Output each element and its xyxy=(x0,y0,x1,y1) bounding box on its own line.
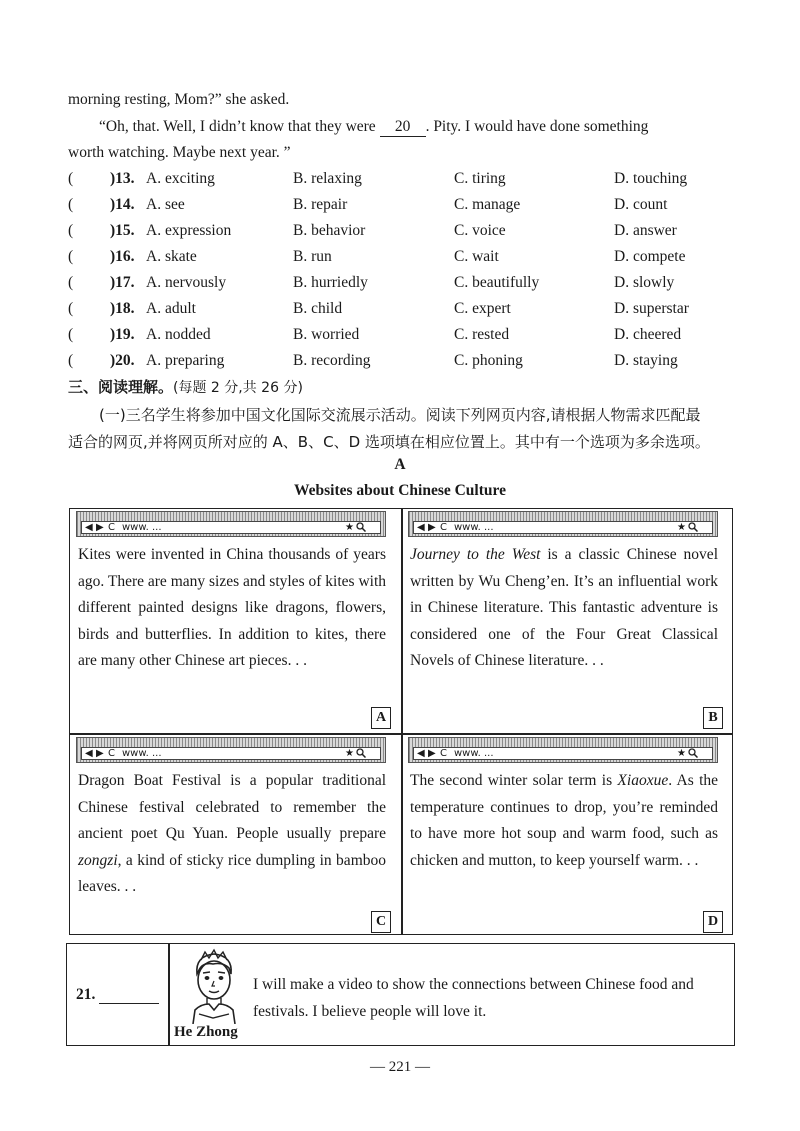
question-21-number: 21. xyxy=(76,986,96,1003)
back-arrow-icon: ◀ xyxy=(417,522,425,533)
question-number xyxy=(110,300,135,318)
star-icon: ★ xyxy=(345,522,354,533)
back-arrow-icon: ◀ xyxy=(417,748,425,759)
website-panel-c xyxy=(70,735,388,955)
question-21 xyxy=(76,986,159,1004)
question-number-text: )20. xyxy=(110,352,135,369)
question-number-text: )13. xyxy=(110,170,135,187)
option-a: A. expression xyxy=(146,222,232,239)
panel-d-body-1: The second winter solar term is xyxy=(410,772,618,789)
option-d: D. answer xyxy=(614,222,677,239)
option-c: C. manage xyxy=(454,196,521,213)
page-number: — 221 — xyxy=(370,1059,430,1075)
forward-arrow-icon: ▶ xyxy=(428,522,436,533)
option-d: D. superstar xyxy=(614,300,689,317)
passage-line-2 xyxy=(99,118,648,137)
forward-arrow-icon: ▶ xyxy=(96,522,104,533)
browser-toolbar xyxy=(76,511,386,537)
browser-address-bar xyxy=(413,747,713,760)
option-d: D. compete xyxy=(614,248,686,265)
student-name: He Zhong xyxy=(174,1024,238,1040)
search-icon xyxy=(356,748,366,761)
question-number xyxy=(110,274,135,292)
panel-b-text xyxy=(410,542,718,675)
answer-paren[interactable]: ( xyxy=(68,222,74,239)
question-number-text: )16. xyxy=(110,248,135,265)
question-row xyxy=(68,274,748,296)
section-3-heading xyxy=(68,376,303,397)
answer-paren[interactable]: ( xyxy=(68,170,74,187)
browser-url: www. ... xyxy=(122,522,162,533)
question-row xyxy=(68,352,748,374)
section-3-points: (每题 2 分,共 26 分) xyxy=(173,380,303,396)
reload-icon: C xyxy=(108,748,115,759)
option-c: C. phoning xyxy=(454,352,523,369)
panel-d-xiaoxue: Xiaoxue xyxy=(617,772,669,789)
student-need: I will make a video to show the connections between Chinese food and festivals. I believe people will love it. xyxy=(253,976,694,1020)
panel-d-text xyxy=(410,768,718,874)
question-row xyxy=(68,222,748,244)
option-c: C. rested xyxy=(454,326,510,343)
passage-line-2-pre: “Oh, that. Well, I didn’t know that they were xyxy=(99,118,376,135)
option-b: B. relaxing xyxy=(293,170,362,187)
panel-b-novel-title: Journey to the West xyxy=(410,546,541,563)
question-number-text: )19. xyxy=(110,326,135,343)
browser-address-bar xyxy=(81,747,381,760)
option-c: C. voice xyxy=(454,222,506,239)
option-b: B. child xyxy=(293,300,343,317)
option-d: D. count xyxy=(614,196,668,213)
question-number xyxy=(110,326,135,344)
passage-line-1: morning resting, Mom?” she asked. xyxy=(68,91,290,108)
option-a: A. nodded xyxy=(146,326,211,343)
question-number-text: )15. xyxy=(110,222,135,239)
option-a: A. see xyxy=(146,196,185,213)
answer-paren[interactable]: ( xyxy=(68,300,74,317)
answer-blank-21[interactable] xyxy=(99,989,159,1004)
browser-toolbar xyxy=(76,737,386,763)
panel-b-body: is a classic Chinese novel written by Wu Cheng’en. It’s an influential work in Chinese literature. This fantastic adventure is considered one of the Four Great Classical Novels of Chinese literature. . . xyxy=(410,546,718,669)
option-d: D. cheered xyxy=(614,326,682,343)
question-row xyxy=(68,196,748,218)
question-number xyxy=(110,196,135,214)
back-arrow-icon: ◀ xyxy=(85,522,93,533)
star-icon: ★ xyxy=(677,748,686,759)
panel-c-label: C xyxy=(371,911,391,933)
website-panel-d xyxy=(402,735,720,955)
websites-grid xyxy=(69,508,733,935)
table-divider xyxy=(168,944,170,1045)
website-panel-b xyxy=(402,509,720,729)
option-a: A. skate xyxy=(146,248,197,265)
panel-c-text xyxy=(78,768,386,901)
option-c: C. tiring xyxy=(454,170,506,187)
option-b: B. hurriedly xyxy=(293,274,368,291)
answer-paren[interactable]: ( xyxy=(68,196,74,213)
browser-url: www. ... xyxy=(122,748,162,759)
panel-b-label: B xyxy=(703,707,723,729)
option-b: B. run xyxy=(293,248,332,265)
browser-toolbar xyxy=(408,511,718,537)
question-number xyxy=(110,248,135,266)
question-row xyxy=(68,326,748,348)
forward-arrow-icon: ▶ xyxy=(96,748,104,759)
browser-toolbar xyxy=(408,737,718,763)
option-d: D. slowly xyxy=(614,274,675,291)
blank-20: 20 xyxy=(380,118,426,137)
search-icon xyxy=(688,522,698,535)
boy-avatar-icon xyxy=(183,948,245,1024)
question-number-text: )17. xyxy=(110,274,135,291)
panel-a-label: A xyxy=(371,707,391,729)
option-d: D. touching xyxy=(614,170,688,187)
back-arrow-icon: ◀ xyxy=(85,748,93,759)
websites-title: Websites about Chinese Culture xyxy=(294,482,506,499)
reload-icon: C xyxy=(440,522,447,533)
panel-d-label: D xyxy=(703,911,723,933)
panel-c-body-2: , a kind of sticky rice dumpling in bamboo leaves. . . xyxy=(78,851,386,895)
question-number xyxy=(110,170,135,188)
part-label: A xyxy=(394,456,406,473)
browser-url: www. ... xyxy=(454,522,494,533)
forward-arrow-icon: ▶ xyxy=(428,748,436,759)
website-panel-a xyxy=(70,509,388,729)
section-3-title: 三、阅读理解。 xyxy=(68,378,174,396)
panel-c-zongzi: zongzi xyxy=(78,851,118,869)
question-row xyxy=(68,300,748,322)
option-a: A. nervously xyxy=(146,274,227,291)
option-d: D. staying xyxy=(614,352,678,369)
star-icon: ★ xyxy=(345,748,354,759)
star-icon: ★ xyxy=(677,522,686,533)
reload-icon: C xyxy=(440,748,447,759)
question-row xyxy=(68,170,748,192)
option-c: C. wait xyxy=(454,248,499,265)
question-row xyxy=(68,248,748,270)
panel-c-body-1: Dragon Boat Festival is a popular traditional Chinese festival celebrated to remember the ancient poet Qu Yuan. People usually prepare xyxy=(78,772,386,842)
question-number xyxy=(110,352,135,370)
question-number xyxy=(110,222,135,240)
panel-a-text: Kites were invented in China thousands of years ago. There are many sizes and styles of kites with different painted designs like dragons, flowers, birds and butterflies. In addition to kites, there are many other Chinese art pieces. . . xyxy=(78,546,386,669)
option-c: C. expert xyxy=(454,300,511,317)
option-a: A. adult xyxy=(146,300,196,317)
passage-line-3: worth watching. Maybe next year. ” xyxy=(68,144,291,161)
matching-table xyxy=(66,943,735,1046)
answer-paren[interactable]: ( xyxy=(68,352,74,369)
option-a: A. preparing xyxy=(146,352,225,369)
browser-url: www. ... xyxy=(454,748,494,759)
option-b: B. repair xyxy=(293,196,348,213)
panel-d-body-2: . As the temperature continues to drop, you’re reminded to have more hot soup and warm food, such as chicken and mutton, to keep yourself warm. . . xyxy=(410,772,719,869)
passage-line-2-post: . Pity. I would have done something xyxy=(425,118,649,135)
browser-address-bar xyxy=(81,521,381,534)
answer-paren[interactable]: ( xyxy=(68,248,74,265)
answer-paren[interactable]: ( xyxy=(68,326,74,343)
instruction-line-1: (一)三名学生将参加中国文化国际交流展示活动。阅读下列网页内容,请根据人物需求匹配最 xyxy=(99,406,701,424)
search-icon xyxy=(356,522,366,535)
search-icon xyxy=(688,748,698,761)
option-b: B. behavior xyxy=(293,222,366,239)
reload-icon: C xyxy=(108,522,115,533)
answer-paren[interactable]: ( xyxy=(68,274,74,291)
instruction-line-2: 适合的网页,并将网页所对应的 A、B、C、D 选项填在相应位置上。其中有一个选项为多余选项。 xyxy=(68,433,710,451)
option-b: B. worried xyxy=(293,326,360,343)
option-c: C. beautifully xyxy=(454,274,540,291)
question-number-text: )18. xyxy=(110,300,135,317)
option-b: B. recording xyxy=(293,352,371,369)
browser-address-bar xyxy=(413,521,713,534)
question-number-text: )14. xyxy=(110,196,135,213)
option-a: A. exciting xyxy=(146,170,215,187)
